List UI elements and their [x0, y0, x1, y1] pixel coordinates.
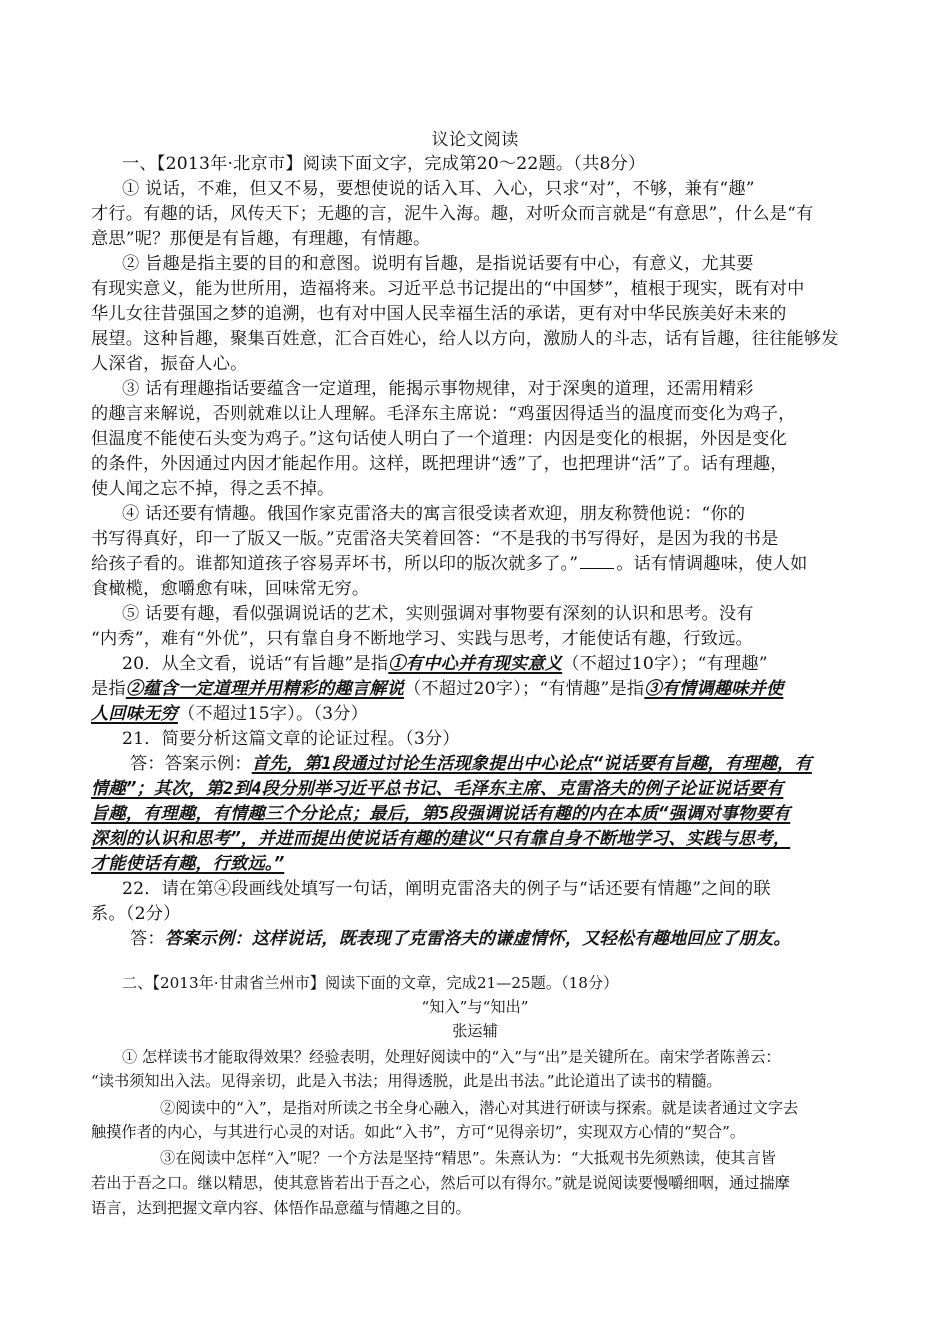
s1-p4-line: 书写得真好，印一了版又一版。”克雷洛夫笑着回答：“不是我的书写得好，是因为我的书是: [91, 529, 779, 549]
q20-prompt-2: 是指: [91, 679, 126, 699]
fill-in-blank[interactable]: [580, 552, 614, 569]
q20-line2: [91, 677, 861, 701]
q22-prompt: 22．请在第④段画线处填写一句话，阐明克雷洛夫的例子与“话还要有情趣”之间的联: [122, 879, 771, 899]
q20-prompt: 20．从全文看，说话“有旨趣”是指: [122, 654, 389, 674]
s2-p3-line: 若出于吾之口。继以精思，使其意皆若出于吾之心，然后可以有得尔。”就是说阅读要慢嚼细咽，通过揣摩: [91, 1174, 790, 1192]
q20-line1: [122, 652, 892, 676]
s2-p2-line: 触摸作者的内心，与其进行心灵的对话。如此“入书”，方可“见得亲切”，实现双方心情的“契合”。: [91, 1123, 746, 1141]
q21-answer-text: 旨趣，有理趣，有情趣三个分论点；最后，第5段强调说话有趣的内在本质“强调对事物要有: [91, 804, 791, 824]
s1-p2-line: 人深省，振奋人心。: [91, 354, 248, 374]
s1-p4-post: 。话有情调趣味，使人如: [616, 554, 808, 574]
q20-limit-1: （不超过10字）；“有理趣”: [562, 654, 768, 674]
s1-p1-line: ① 说话，不难，但又不易，要想使说的话入耳、入心，只求“对”，不够，兼有“趣”: [122, 179, 755, 199]
s1-p4-blank-line: [91, 552, 861, 576]
q21-answer-text: 首先，第1段通过讨论生活现象提出中心论点“说话要有旨趣，有理趣，有: [251, 754, 812, 774]
s2-p3-line: ③在阅读中怎样“入”呢？一个方法是坚持“精思”。朱熹认为：“大抵观书先须熟读，使其言皆: [160, 1149, 776, 1167]
s1-p2-line: 华儿女往昔强国之梦的追溯，也有对中国人民幸福生活的承诺，更有对中华民族美好未来的: [91, 304, 787, 324]
q20-answer-3b: 人回味无穷: [91, 704, 178, 724]
q20-answer-3a: ③有情调趣味并使: [644, 679, 784, 699]
q21-answer-text: 情趣”；其次，第2到4段分别举习近平总书记、毛泽东主席、克雷洛夫的例子论证说话要有: [91, 779, 784, 799]
s2-p2-line: ②阅读中的“入”，是指对所读之书全身心融入，潜心对其进行研读与探索。就是读者通过文字去: [160, 1099, 799, 1117]
s1-p3-line: 的条件，外因通过内因才能起作用。这样，既把理讲“透”了，也把理讲“活”了。话有理趣，: [91, 454, 788, 474]
s1-p2-line: 有现实意义，能为世所用，造福将来。习近平总书记提出的“中国梦”，植根于现实，既有对中: [91, 279, 805, 299]
article-author: 张运辅: [452, 1022, 498, 1040]
s1-p4-line: ④ 话还要有情趣。俄国作家克雷洛夫的寓言很受读者欢迎，朋友称赞他说：“你的: [122, 504, 746, 524]
q22-prompt: 系。（2分）: [91, 904, 181, 924]
q20-limit-3: （不超过15字）。（3分）: [177, 704, 369, 724]
doc-title: 议论文阅读: [431, 130, 519, 150]
s1-p1-line: 意思”呢？那便是有旨趣，有理趣，有情趣。: [91, 229, 431, 249]
s1-p2-line: ② 旨趣是指主要的目的和意图。说明有旨趣，是指说话要有中心，有意义，尤其要: [122, 254, 754, 274]
s1-p4-pre: 给孩子看的。谁都知道孩子容易弄坏书，所以印的版次就多了。”: [91, 554, 579, 574]
s1-p3-line: ③ 话有理趣指话要蕴含一定道理，能揭示事物规律，对于深奥的道理，还需用精彩: [122, 379, 754, 399]
s1-p2-line: 展望。这种旨趣，聚集百姓意，汇合百姓心，给人以方向，激励人的斗志，话有旨趣，往往能够发: [91, 329, 839, 349]
s1-p1-line: 才行。有趣的话，风传天下；无趣的言，泥牛入海。趣，对听众而言就是“有意思”，什么是“有: [91, 204, 814, 224]
q21-answer-label: 答：答案示例：: [130, 754, 252, 774]
q22-answer-line: [130, 927, 865, 951]
q21-prompt: 21．简要分析这篇文章的论证过程。（3分）: [122, 729, 460, 749]
s1-p5-line: ⑤ 话要有趣，看似强调说话的艺术，实则强调对事物要有深刻的认识和思考。没有: [122, 604, 754, 624]
q20-answer-1: ①有中心并有现实意义: [388, 654, 563, 674]
s1-p3-line: 使人闻之忘不掉，得之丢不掉。: [91, 479, 335, 499]
q20-line3: [91, 702, 861, 726]
q20-answer-2: ②蕴含一定道理并用精彩的趣言解说: [125, 679, 404, 699]
q21-answer-line: [130, 752, 865, 776]
q20-limit-2: （不超过20字）；“有情趣”是指: [403, 679, 645, 699]
q22-answer-text: 答案示例：这样说话，既表现了克雷洛夫的谦虚情怀，又轻松有趣地回应了朋友。: [164, 929, 791, 949]
section1-header: 一、【2013年·北京市】阅读下面文字，完成第20～22题。（共8分）: [122, 154, 646, 174]
article-title: “知入”与“知出”: [421, 998, 529, 1016]
s2-p1-line: ① 怎样读书才能取得效果？经验表明，处理好阅读中的“入”与“出”是关键所在。南宋学者陈善云：: [122, 1048, 781, 1066]
s2-p3-line: 语言，达到把握文章内容、体悟作品意蕴与情趣之目的。: [91, 1199, 471, 1217]
q22-answer-label: 答：: [130, 929, 165, 949]
s1-p5-line: “内秀”，难有“外优”，只有靠自身不断地学习、实践与思考，才能使话有趣，行致远。: [91, 629, 753, 649]
section2-header: 二、【2013年·甘肃省兰州市】阅读下面的文章，完成21—25题。（18分）: [122, 974, 619, 992]
q21-answer-text: 深刻的认识和思考”，并进而提出使说话有趣的建议“只有靠自身不断地学习、实践与思考，: [91, 829, 791, 849]
q21-answer-text: 才能使话有趣，行致远。”: [91, 854, 285, 874]
s2-p1-line: “读书须知出入法。见得亲切，此是入书法；用得透脱，此是出书法。”此论道出了读书的精髓。: [91, 1072, 722, 1090]
s1-p3-line: 但温度不能使石头变为鸡子。”这句话使人明白了一个道理：内因是变化的根据，外因是变化: [91, 429, 787, 449]
s1-p3-line: 的趣言来解说，否则就难以让人理解。毛泽东主席说：“鸡蛋因得适当的温度而变化为鸡子，: [91, 404, 796, 424]
s1-p4-line: 食橄榄，愈嚼愈有味，回味常无穷。: [91, 579, 370, 599]
